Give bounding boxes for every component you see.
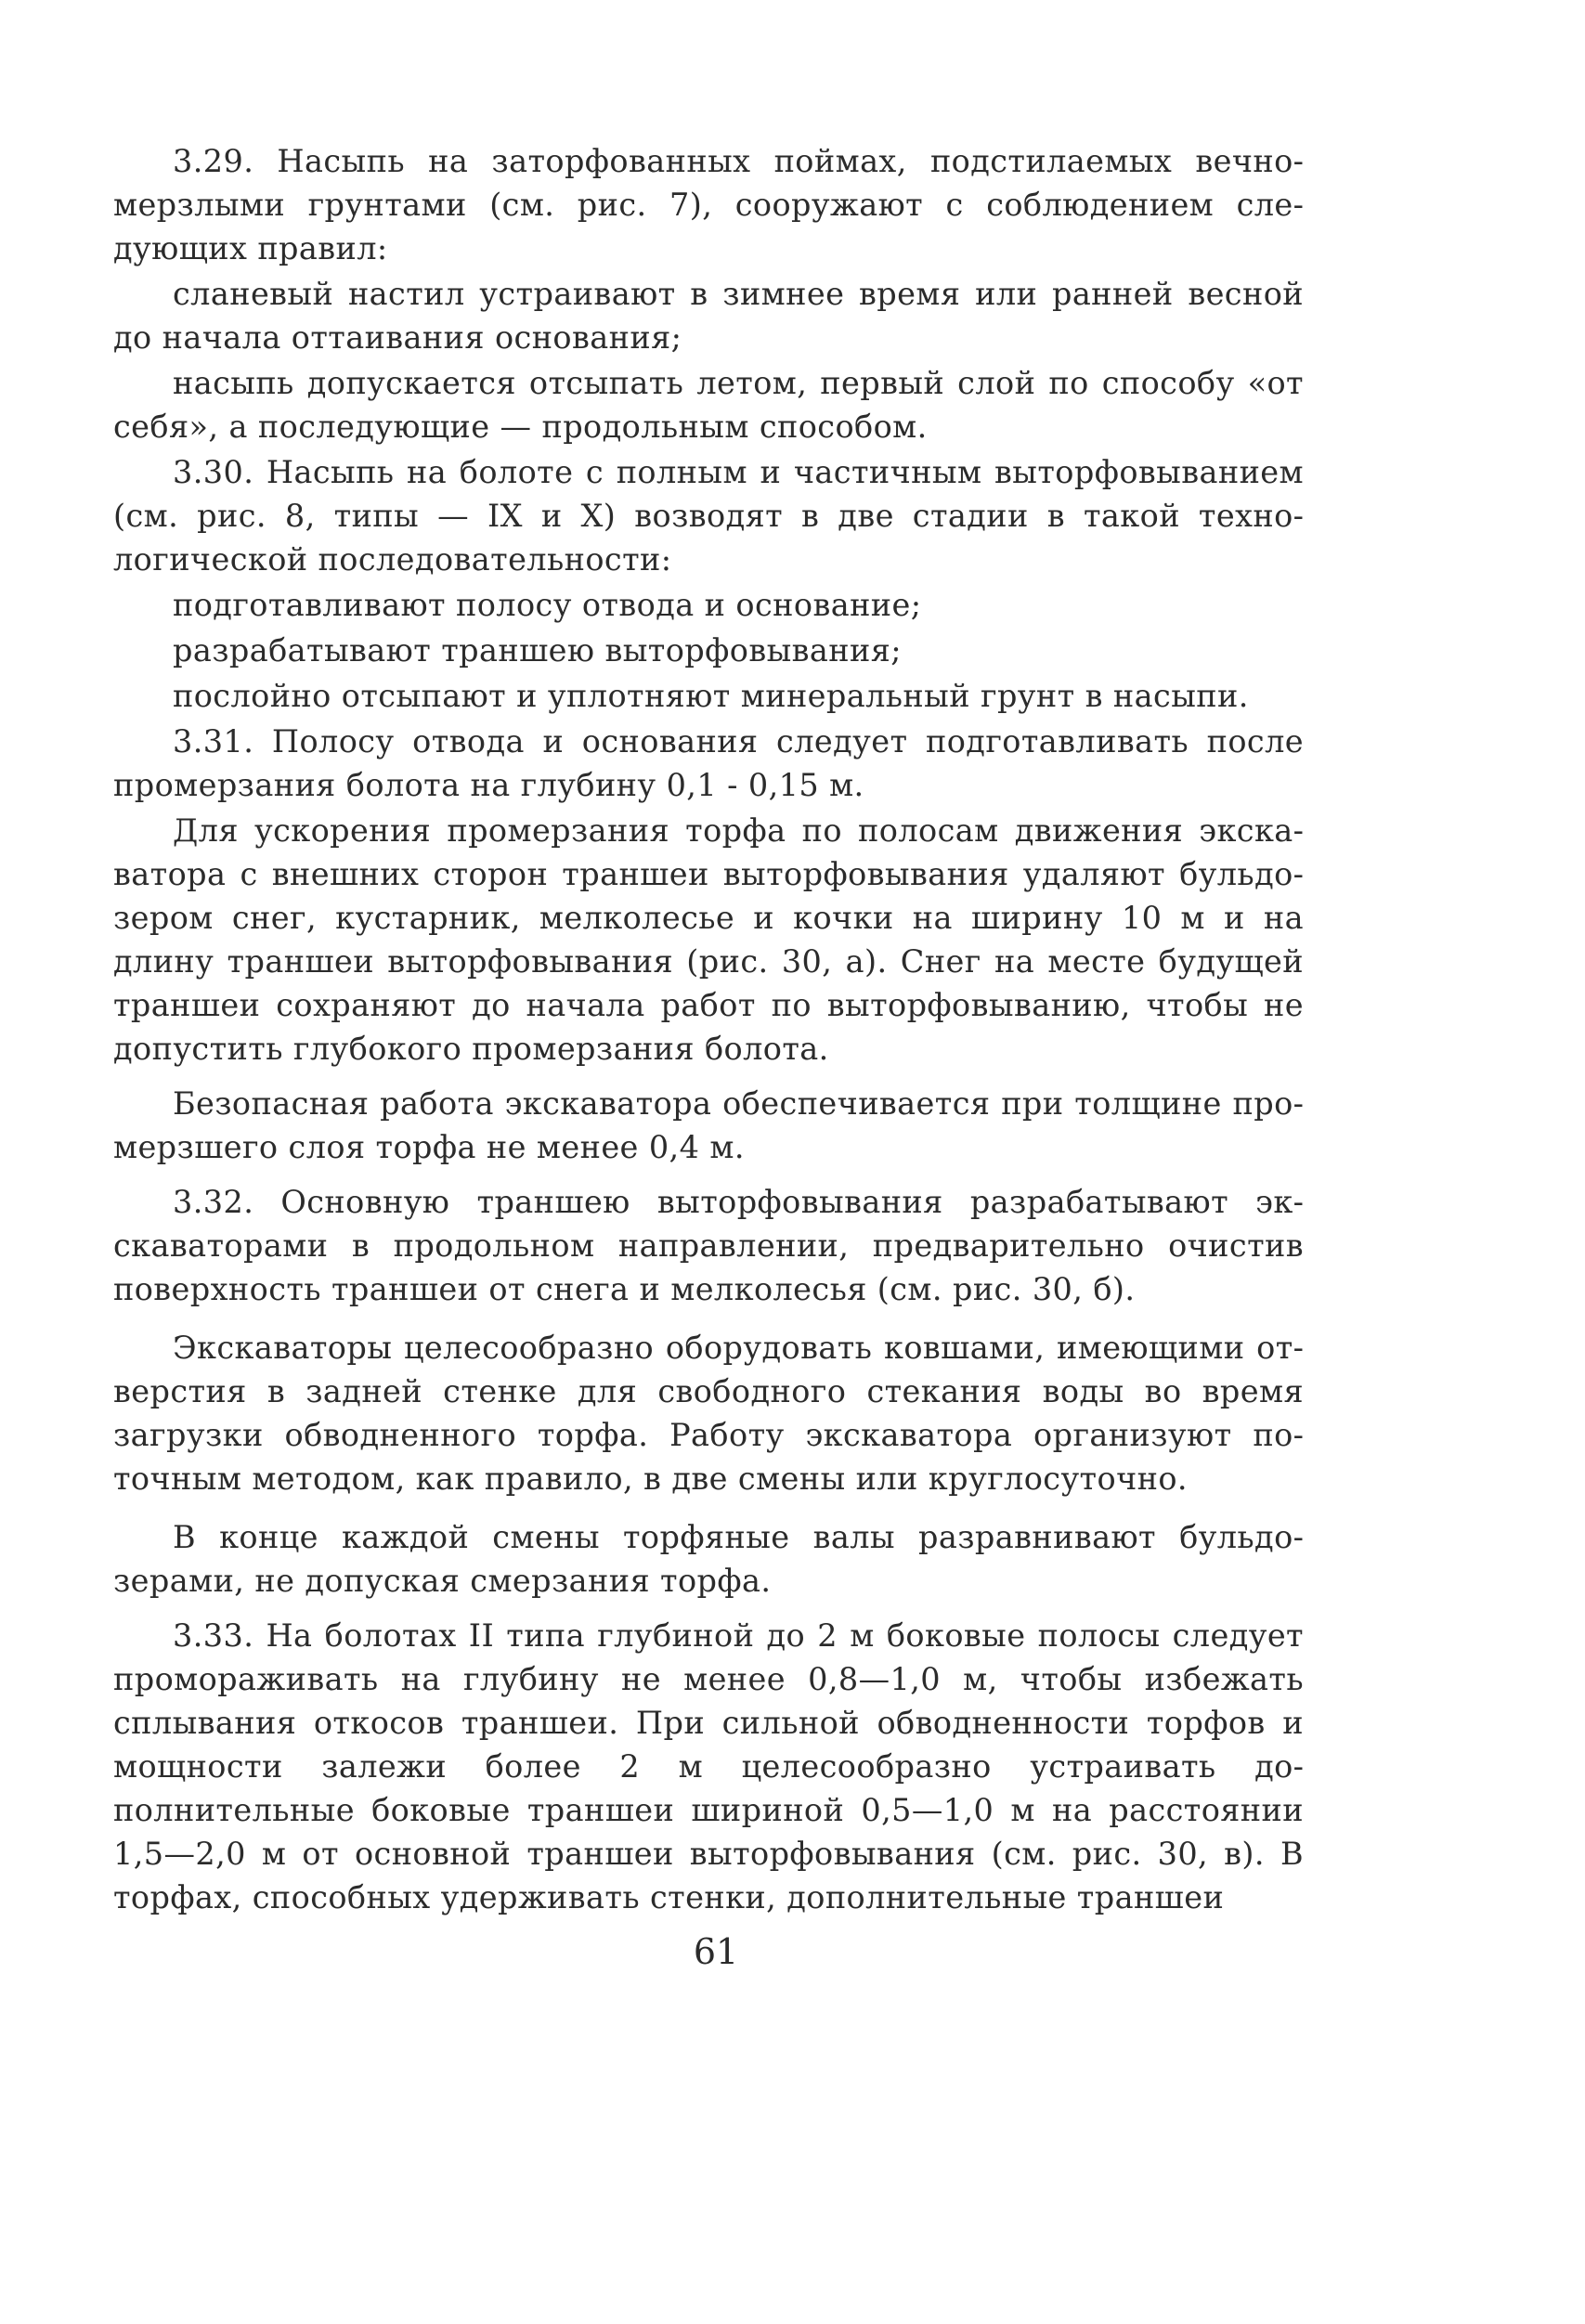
- list-item-otsypka: послойно отсыпают и уплотняют минеральный грунт в насыпи.: [173, 678, 1249, 714]
- paragraph-uskorenie-promerzaniya: Для ускорения промерзания торфа по полосам движения экскаватора с внешних сторон траншеи выторфовывания удаляют бульдозером снег, кустарник, мелколесье и кочки на ширину 10 м и на длину траншеи выторфовывания (рис. 30, а). Снег на месте будущей траншеи сохраняют до начала работ по выторфовыванию, чтобы не допустить глубокого промерзания болота.: [113, 812, 1304, 1067]
- list-item-polosa-otvoda: подготавливают полосу отвода и основание;: [173, 587, 922, 623]
- list-item-nasyp-letom: насыпь допускается отсыпать летом, первый слой по способу «от себя», а последующие — продольным способом.: [113, 365, 1304, 445]
- body-text: [113, 139, 1304, 1919]
- paragraph-3-32: 3.32. Основную траншею выторфовывания разрабатывают экскаваторами в продольном направлении, предварительно очистив поверхность траншеи от снега и мелколесья (см. рис. 30, б).: [113, 1184, 1304, 1307]
- paragraph-ekskavatory-kovshi: Экскаваторы целесообразно оборудовать ковшами, имеющими отверстия в задней стенке для свободного стекания воды во время загрузки обводненного торфа. Работу экскаватора организуют поточным методом, как правило, в две смены или круглосуточно.: [113, 1330, 1304, 1497]
- page-number: 61: [693, 1931, 739, 1972]
- paragraph-torfyanye-valy: В конце каждой смены торфяные валы разравнивают бульдозерами, не допуская смерзания торфа.: [113, 1519, 1304, 1599]
- paragraph-bezopasnaya-rabota: Безопасная работа экскаватора обеспечивается при толщине промерзшего слоя торфа не менее 0,4 м.: [113, 1085, 1304, 1165]
- list-item-transheya: разрабатывают траншею выторфовывания;: [173, 632, 902, 669]
- list-item-slanevy-nastil: сланевый настил устраивают в зимнее время или ранней весной до начала оттаивания основания;: [113, 276, 1304, 356]
- paragraph-3-29: 3.29. Насыпь на заторфованных поймах, подстилаемых вечномерзлыми грунтами (см. рис. 7), сооружают с соблюдением следующих правил:: [113, 143, 1304, 266]
- paragraph-3-31: 3.31. Полосу отвода и основания следует подготавливать после промерзания болота на глубину 0,1 - 0,15 м.: [113, 723, 1304, 803]
- paragraph-3-33: 3.33. На болотах II типа глубиной до 2 м боковые полосы следует промораживать на глубину не менее 0,8—1,0 м, чтобы избежать сплывания откосов траншеи. При сильной обводненности торфов и мощности залежи более 2 м целесообразно устраивать дополнительные боковые траншеи шириной 0,5—1,0 м на расстоянии 1,5—2,0 м от основной траншеи выторфовывания (см. рис. 30, в). В торфах, способных удерживать стенки, дополнительные траншеи: [113, 1617, 1304, 1915]
- paragraph-3-30: 3.30. Насыпь на болоте с полным и частичным выторфовыванием (см. рис. 8, типы — IX и X) возводят в две стадии в такой технологической последовательности:: [113, 454, 1304, 578]
